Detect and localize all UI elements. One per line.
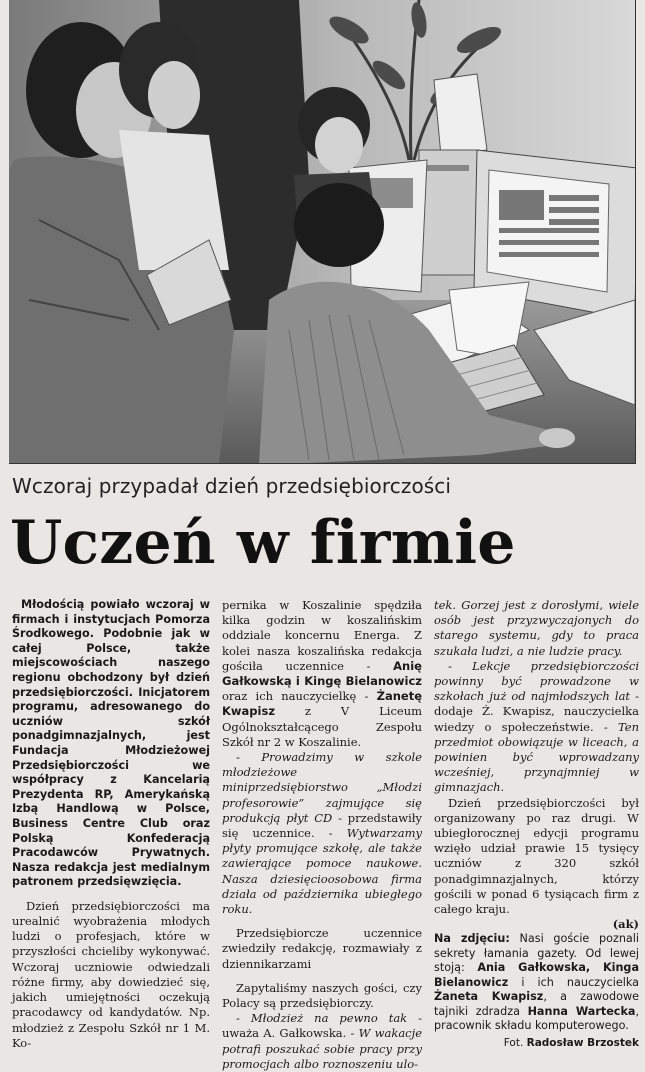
paragraph: Przedsiębiorcze uczennice zwiedziły redakcję, rozmawiały z dziennikarzami: [222, 926, 422, 971]
teacher-name: Żanetę Kwapisz: [222, 689, 422, 719]
student-names: Anię Gałkowską i Kingę Bielanowicz: [222, 658, 422, 689]
quote-paragraph: - Młodzież na pewno tak - uważa A. Gałkowska. - W wakacje potrafi poszukać sobie pracy przy promocjach albo roznoszeniu ulo-: [222, 1011, 422, 1071]
quote-paragraph: - Prowadzimy w szkole młodzieżowe miniprzedsiębiorstwo „Młodzi profesorowie” zajmujące się produkcją płyt CD - przedstawiły się uczennice. - Wytwarzamy płyty promujące szkołę, ale także zawierające pomoce naukowe. Nasza dziesięcioosobowa firma działa od października ubiegłego roku.: [222, 750, 422, 917]
quote-paragraph: tek. Gorzej jest z dorosłymi, wiele osób jest przyzwyczajonych do starego systemu, gdy to praca szukała ludzi, a nie ludzie pracy.: [434, 598, 639, 658]
paragraph: pernika w Koszalinie spędziła kilka godzin w koszalińskim oddziale koncernu Energa. Z kolei nasza koszalińska redakcja gościła uczennice - Anię Gałkowską i Kingę Bielanowicz oraz ich nauczycielkę - Żanetę Kwapisz z V Liceum Ogólnokształcącego Zespołu Szkół nr 2 w Koszalinie.: [222, 598, 422, 749]
lead-paragraph: Młodością powiało wczoraj w firmach i instytucjach Pomorza Środkowego. Podobnie jak w całej Polsce, także miejscowościach naszego regionu obchodzony był dzień przedsiębiorczości. Inicjatorem programu, adresowanego do uczniów szkół ponadgimnazjalnych, jest Fundacja Młodzieżowej Przedsiębiorczości we współpracy z Kancelarią Prezydenta RP, Amerykańską Izbą Handlową w Polsce, Business Centre Club oraz Polską Konfederacją Pracodawców Prywatnych. Nasza redakcja jest medialnym patronem przedsięwzięcia.: [12, 598, 210, 889]
author-signature: (ak): [612, 917, 639, 932]
news-photo: [9, 0, 636, 464]
article-column-1: [12, 598, 210, 1051]
article-column-2: [222, 598, 422, 1072]
photo-caption: Na zdjęciu: Nasi goście poznali sekrety łamania gazety. Od lewej stoją: Ania Gałkowska, Kinga Bielanowicz i ich nauczycielka Żaneta Kwapisz, a zawodowe tajniki zdradza Hanna Wartecka, pracownik składu komputerowego.: [434, 932, 639, 1032]
article-column-3: [434, 598, 639, 1052]
photo-credit: Fot. Radosław Brzostek: [503, 1037, 639, 1050]
paragraph: Dzień przedsiębiorczości ma urealnić wyobrażenia młodych ludzi o profesjach, które w przyszłości chcieliby wykonywać. Wczoraj uczniowie odwiedzali różne firmy, aby dowiedzieć się, jakich umiejętności oczekują pracodawcy od kandydatów. Np. młodzież z Zespołu Szkół nr 1 M. Ko-: [12, 898, 210, 1050]
paragraph: Dzień przedsiębiorczości był organizowany po raz drugi. W ubiegłorocznej edycji programu wzięło udział prawie 15 tysięcy uczniów z 320 szkół ponadgimnazjalnych, którzy gościli w ponad 6 tysiącach firm z całego kraju.: [434, 795, 639, 917]
kicker: Wczoraj przypadał dzień przedsiębiorczości: [12, 474, 452, 498]
quote-paragraph: - Lekcje przedsiębiorczości powinny być prowadzone w szkołach już od najmłodszych lat - dodaje Ż. Kwapisz, nauczycielka wiedzy o społeczeństwie. - Ten przedmiot obowiązuje w liceach, a powinien być wprowadzany wcześniej, przynajmniej w gimnazjach.: [434, 658, 639, 795]
headline: Uczeń w firmie: [10, 508, 516, 578]
paragraph: Zapytaliśmy naszych gości, czy Polacy są przedsiębiorczy.: [222, 980, 422, 1011]
